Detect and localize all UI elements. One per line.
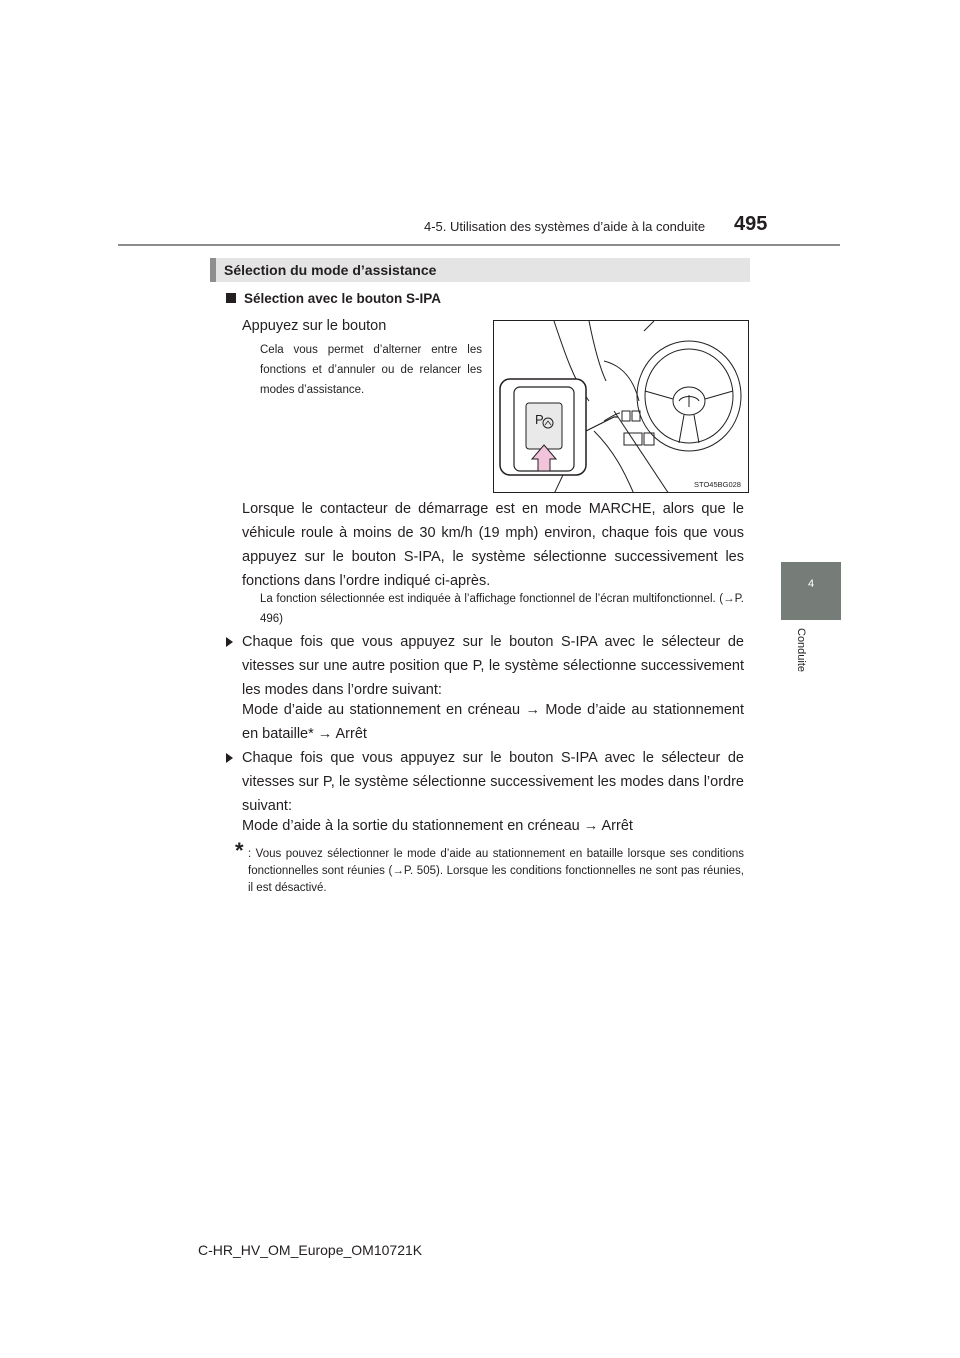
footnote-marker: * xyxy=(235,838,244,863)
chapter-label: Conduite xyxy=(795,628,807,673)
subsection-heading xyxy=(226,291,441,306)
list-item: Chaque fois que vous appuyez sur le bouton S-IPA avec le sélecteur de vitesses sur une autre position que P, le système sélectionne successivement les modes dans l’ordre suivant: xyxy=(242,634,744,698)
dashboard-illustration xyxy=(493,320,749,493)
section-title: Sélection du mode d’assistance xyxy=(224,262,437,278)
dashboard-drawing xyxy=(494,321,749,493)
chapter-tab xyxy=(781,562,841,620)
paragraph-note: La fonction sélectionnée est indiquée à l’affichage fonctionnel de l’écran multifonctionnel. (→P. 496) xyxy=(260,593,744,625)
page-number: 495 xyxy=(734,213,768,235)
list-item: Chaque fois que vous appuyez sur le bouton S-IPA avec le sélecteur de vitesses sur P, le système sélectionne successivement les modes dans l’ordre suivant: xyxy=(242,750,744,814)
step-text: Appuyez sur le bouton xyxy=(242,318,387,334)
list-item-sequence: Mode d’aide à la sortie du stationnement en créneau → Arrêt xyxy=(242,818,633,834)
main-paragraph: Lorsque le contacteur de démarrage est en mode MARCHE, alors que le véhicule roule à moins de 30 km/h (19 mph) environ, chaque fois que vous appuyez sur le bouton S-IPA, le système sélectionne successivement les fonctions dans l’ordre indiqué ci-après. xyxy=(242,501,744,589)
figure-code: STO45BG028 xyxy=(694,480,741,489)
subsection-title: Sélection avec le bouton S-IPA xyxy=(244,291,442,306)
square-bullet-icon xyxy=(226,293,236,303)
document-footer: C-HR_HV_OM_Europe_OM10721K xyxy=(198,1242,423,1258)
list-item-sequence: Mode d’aide au stationnement en créneau → Mode d’aide au stationnement en bataille* → Arrêt xyxy=(242,702,744,742)
triangle-bullet-icon xyxy=(226,637,233,647)
triangle-bullet-icon xyxy=(226,753,233,763)
chapter-number: 4 xyxy=(807,578,815,590)
header-divider xyxy=(118,244,840,246)
footnote-text: : Vous pouvez sélectionner le mode d’aide au stationnement en bataille lorsque ses conditions fonctionnelles sont réunies (→P. 505). Lorsque les conditions fonctionnelles ne sont pas réunies, il est désactivé. xyxy=(248,848,744,894)
step-note: Cela vous permet d’alterner entre les fonctions et d’annuler ou de relancer les modes d’assistance. xyxy=(260,344,482,396)
p-button-letter: P xyxy=(535,412,544,427)
section-header-accent xyxy=(210,258,216,282)
header-section-title: 4-5. Utilisation des systèmes d’aide à la conduite xyxy=(424,219,706,234)
